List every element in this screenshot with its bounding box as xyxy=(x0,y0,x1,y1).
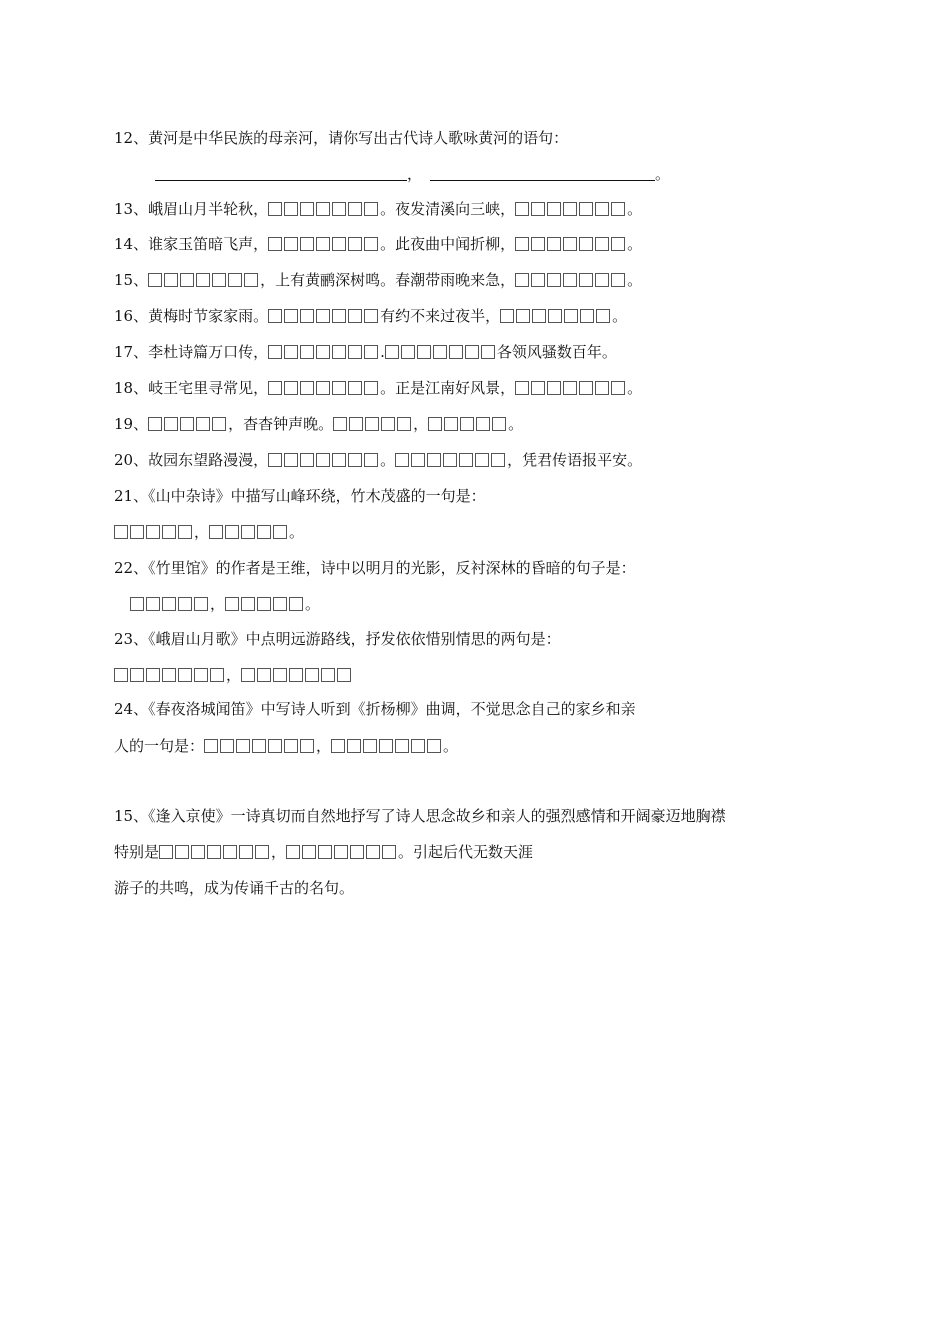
answer-boxes[interactable] xyxy=(500,305,612,327)
answer-box[interactable] xyxy=(531,202,545,216)
answer-box[interactable] xyxy=(548,309,562,323)
answer-box[interactable] xyxy=(611,202,625,216)
answer-boxes[interactable] xyxy=(114,664,226,686)
answer-box[interactable] xyxy=(300,237,314,251)
answer-box[interactable] xyxy=(364,381,378,395)
answer-line-23: ， xyxy=(114,664,353,686)
answer-blank[interactable] xyxy=(430,164,655,181)
answer-boxes[interactable] xyxy=(159,841,271,863)
answer-boxes[interactable] xyxy=(515,233,627,255)
answer-box[interactable] xyxy=(348,202,362,216)
answer-box[interactable] xyxy=(257,525,271,539)
answer-box[interactable] xyxy=(365,417,379,431)
answer-box[interactable] xyxy=(114,668,128,682)
answer-box[interactable] xyxy=(244,273,258,287)
answer-boxes[interactable] xyxy=(268,305,380,327)
answer-box[interactable] xyxy=(595,273,609,287)
answer-box[interactable] xyxy=(411,739,425,753)
answer-box[interactable] xyxy=(363,739,377,753)
question-17: 17、李杜诗篇万口传， . 各领风骚数百年。 xyxy=(114,343,617,361)
answer-box[interactable] xyxy=(212,417,226,431)
answer-box[interactable] xyxy=(331,739,345,753)
answer-box[interactable] xyxy=(563,273,577,287)
answer-box[interactable] xyxy=(465,345,479,359)
answer-boxes[interactable] xyxy=(268,233,380,255)
answer-box[interactable] xyxy=(427,739,441,753)
answer-box[interactable] xyxy=(268,453,282,467)
answer-box[interactable] xyxy=(273,597,287,611)
answer-box[interactable] xyxy=(255,845,269,859)
answer-box[interactable] xyxy=(284,739,298,753)
answer-box[interactable] xyxy=(364,453,378,467)
answer-box[interactable] xyxy=(252,739,266,753)
answer-box[interactable] xyxy=(228,273,242,287)
answer-box[interactable] xyxy=(130,668,144,682)
question-16: 16、黄梅时节家家雨。 有约不来过夜半， 。 xyxy=(114,307,628,325)
answer-box[interactable] xyxy=(381,417,395,431)
question-15: 15、 ，上有黄鹂深树鸣。春潮带雨晚来急， 。 xyxy=(114,271,643,289)
answer-box[interactable] xyxy=(316,202,330,216)
answer-boxes[interactable] xyxy=(395,449,507,471)
answer-box[interactable] xyxy=(146,597,160,611)
answer-box[interactable] xyxy=(580,309,594,323)
answer-box[interactable] xyxy=(596,309,610,323)
answer-boxes[interactable] xyxy=(114,521,194,543)
answer-boxes[interactable] xyxy=(268,341,380,363)
answer-box[interactable] xyxy=(225,597,239,611)
answer-box[interactable] xyxy=(348,381,362,395)
answer-box[interactable] xyxy=(300,381,314,395)
question-25: 15、《逢入京使》一诗真切而自然地抒写了诗人思念故乡和亲人的强烈感情和开阔豪迈地胸襟 xyxy=(114,807,726,825)
answer-box[interactable] xyxy=(563,237,577,251)
answer-box[interactable] xyxy=(475,453,489,467)
answer-box[interactable] xyxy=(337,668,351,682)
answer-box[interactable] xyxy=(332,381,346,395)
answer-box[interactable] xyxy=(579,381,593,395)
question-12 xyxy=(114,127,568,149)
answer-line-21: ， 。 xyxy=(114,521,304,543)
answer-box[interactable] xyxy=(332,453,346,467)
question-21: 21、《山中杂诗》中描写山峰环绕，竹木茂盛的一句是： xyxy=(114,487,486,505)
answer-box[interactable] xyxy=(350,845,364,859)
answer-box[interactable] xyxy=(210,668,224,682)
question-18: 18、岐王宅里寻常见， 。正是江南好风景， 。 xyxy=(114,379,643,397)
answer-box[interactable] xyxy=(459,453,473,467)
answer-box[interactable] xyxy=(476,417,490,431)
answer-box[interactable] xyxy=(397,417,411,431)
answer-boxes[interactable] xyxy=(515,269,627,291)
answer-box[interactable] xyxy=(491,453,505,467)
answer-box[interactable] xyxy=(204,739,218,753)
answer-box[interactable] xyxy=(348,345,362,359)
answer-box[interactable] xyxy=(148,417,162,431)
answer-box[interactable] xyxy=(220,739,234,753)
answer-box[interactable] xyxy=(284,345,298,359)
answer-line-24: 人的一句是： ， 。 xyxy=(114,737,459,755)
answer-boxes[interactable] xyxy=(268,198,380,220)
answer-box[interactable] xyxy=(162,597,176,611)
answer-box[interactable] xyxy=(236,739,250,753)
answer-box[interactable] xyxy=(564,309,578,323)
answer-box[interactable] xyxy=(364,345,378,359)
answer-box[interactable] xyxy=(595,202,609,216)
answer-box[interactable] xyxy=(130,525,144,539)
answer-boxes[interactable] xyxy=(209,521,289,543)
answer-box[interactable] xyxy=(196,417,210,431)
answer-box[interactable] xyxy=(532,309,546,323)
answer-box[interactable] xyxy=(300,453,314,467)
answer-box[interactable] xyxy=(164,417,178,431)
answer-box[interactable] xyxy=(332,237,346,251)
answer-box[interactable] xyxy=(241,525,255,539)
answer-box[interactable] xyxy=(531,237,545,251)
answer-box[interactable] xyxy=(611,273,625,287)
answer-box[interactable] xyxy=(273,525,287,539)
answer-box[interactable] xyxy=(417,345,431,359)
answer-box[interactable] xyxy=(563,381,577,395)
answer-box[interactable] xyxy=(300,202,314,216)
answer-box[interactable] xyxy=(316,345,330,359)
answer-box[interactable] xyxy=(209,525,223,539)
answer-box[interactable] xyxy=(332,345,346,359)
answer-box[interactable] xyxy=(268,237,282,251)
answer-box[interactable] xyxy=(273,668,287,682)
answer-box[interactable] xyxy=(207,845,221,859)
answer-box[interactable] xyxy=(257,668,271,682)
answer-box[interactable] xyxy=(268,739,282,753)
answer-box[interactable] xyxy=(159,845,173,859)
question-20: 20、故园东望路漫漫， 。 ，凭君传语报平安。 xyxy=(114,451,643,469)
answer-box[interactable] xyxy=(348,237,362,251)
answer-box[interactable] xyxy=(196,273,210,287)
answer-box[interactable] xyxy=(401,345,415,359)
answer-box[interactable] xyxy=(178,597,192,611)
answer-box[interactable] xyxy=(284,237,298,251)
answer-box[interactable] xyxy=(257,597,271,611)
answer-box[interactable] xyxy=(268,381,282,395)
answer-box[interactable] xyxy=(547,237,561,251)
answer-box[interactable] xyxy=(178,525,192,539)
answer-box[interactable] xyxy=(443,453,457,467)
answer-box[interactable] xyxy=(284,202,298,216)
answer-box[interactable] xyxy=(316,453,330,467)
answer-box[interactable] xyxy=(449,345,463,359)
question-24: 24、《春夜洛城闻笛》中写诗人听到《折杨柳》曲调，不觉思念自己的家乡和亲 xyxy=(114,700,636,718)
answer-box[interactable] xyxy=(225,525,239,539)
answer-box[interactable] xyxy=(379,739,393,753)
answer-boxes[interactable] xyxy=(428,413,508,435)
answer-box[interactable] xyxy=(300,345,314,359)
answer-box[interactable] xyxy=(332,202,346,216)
answer-box[interactable] xyxy=(382,845,396,859)
answer-box[interactable] xyxy=(146,668,160,682)
answer-box[interactable] xyxy=(194,668,208,682)
answer-boxes[interactable] xyxy=(148,269,260,291)
question-text: 12、黄河是中华民族的母亲河，请你写出古代诗人歌咏黄河的语句： xyxy=(114,129,569,147)
answer-boxes[interactable] xyxy=(333,413,413,435)
answer-box[interactable] xyxy=(289,668,303,682)
answer-box[interactable] xyxy=(191,845,205,859)
answer-box[interactable] xyxy=(427,453,441,467)
answer-box[interactable] xyxy=(348,453,362,467)
answer-boxes[interactable] xyxy=(385,341,497,363)
answer-box[interactable] xyxy=(595,237,609,251)
answer-box[interactable] xyxy=(579,273,593,287)
answer-box[interactable] xyxy=(148,273,162,287)
answer-box[interactable] xyxy=(433,345,447,359)
answer-box[interactable] xyxy=(284,381,298,395)
answer-box[interactable] xyxy=(305,668,319,682)
answer-box[interactable] xyxy=(164,273,178,287)
answer-box[interactable] xyxy=(175,845,189,859)
answer-box[interactable] xyxy=(268,345,282,359)
answer-box[interactable] xyxy=(302,845,316,859)
question-25-cont: 游子的共鸣，成为传诵千古的名句。 xyxy=(114,879,355,897)
answer-box[interactable] xyxy=(531,381,545,395)
answer-box[interactable] xyxy=(460,417,474,431)
answer-box[interactable] xyxy=(268,202,282,216)
question-19: 19、 ，杳杳钟声晚。 ， 。 xyxy=(114,415,524,433)
answer-box[interactable] xyxy=(385,345,399,359)
answer-box[interactable] xyxy=(316,381,330,395)
answer-box[interactable] xyxy=(284,453,298,467)
answer-boxes[interactable] xyxy=(286,841,398,863)
answer-box[interactable] xyxy=(239,845,253,859)
answer-box[interactable] xyxy=(547,273,561,287)
answer-box[interactable] xyxy=(515,273,529,287)
answer-box[interactable] xyxy=(515,381,529,395)
answer-box[interactable] xyxy=(300,739,314,753)
answer-box[interactable] xyxy=(332,309,346,323)
answer-boxes[interactable] xyxy=(331,735,443,757)
answer-box[interactable] xyxy=(241,597,255,611)
answer-box[interactable] xyxy=(547,381,561,395)
answer-box[interactable] xyxy=(180,273,194,287)
answer-box[interactable] xyxy=(347,739,361,753)
answer-boxes[interactable] xyxy=(225,593,305,615)
answer-box[interactable] xyxy=(395,739,409,753)
answer-box[interactable] xyxy=(334,845,348,859)
answer-box[interactable] xyxy=(428,417,442,431)
question-22: 22、《竹里馆》的作者是王维，诗中以明月的光影，反衬深林的昏暗的句子是： xyxy=(114,559,636,577)
answer-line-22: ， 。 xyxy=(130,593,320,615)
answer-box[interactable] xyxy=(444,417,458,431)
answer-boxes[interactable] xyxy=(148,413,228,435)
answer-box[interactable] xyxy=(500,309,514,323)
answer-box[interactable] xyxy=(349,417,363,431)
answer-box[interactable] xyxy=(162,668,176,682)
answer-box[interactable] xyxy=(212,273,226,287)
answer-box[interactable] xyxy=(481,345,495,359)
answer-box[interactable] xyxy=(611,237,625,251)
answer-box[interactable] xyxy=(146,525,160,539)
answer-box[interactable] xyxy=(515,202,529,216)
answer-box[interactable] xyxy=(316,237,330,251)
answer-box[interactable] xyxy=(180,417,194,431)
answer-box[interactable] xyxy=(333,417,347,431)
answer-box[interactable] xyxy=(563,202,577,216)
answer-boxes[interactable] xyxy=(268,449,380,471)
answer-boxes[interactable] xyxy=(204,735,316,757)
answer-box[interactable] xyxy=(130,597,144,611)
answer-box[interactable] xyxy=(364,237,378,251)
answer-box[interactable] xyxy=(547,202,561,216)
answer-box[interactable] xyxy=(395,453,409,467)
answer-box[interactable] xyxy=(194,597,208,611)
answer-box[interactable] xyxy=(300,309,314,323)
answer-box[interactable] xyxy=(178,668,192,682)
answer-box[interactable] xyxy=(268,309,282,323)
question-13: 13、峨眉山月半轮秋， 。夜发清溪向三峡， 。 xyxy=(114,200,643,218)
answer-blank[interactable] xyxy=(155,164,407,181)
answer-box[interactable] xyxy=(411,453,425,467)
answer-boxes[interactable] xyxy=(268,377,380,399)
answer-box[interactable] xyxy=(516,309,530,323)
answer-box[interactable] xyxy=(364,202,378,216)
answer-boxes[interactable] xyxy=(515,377,627,399)
answer-box[interactable] xyxy=(284,309,298,323)
answer-box[interactable] xyxy=(318,845,332,859)
answer-box[interactable] xyxy=(286,845,300,859)
question-23: 23、《峨眉山月歌》中点明远游路线，抒发依依惜别情思的两句是： xyxy=(114,630,561,648)
answer-box[interactable] xyxy=(241,668,255,682)
answer-box[interactable] xyxy=(611,381,625,395)
answer-box[interactable] xyxy=(531,273,545,287)
answer-line-25: 特别是 ， 。引起后代无数天涯 xyxy=(114,843,534,861)
answer-box[interactable] xyxy=(595,381,609,395)
answer-box[interactable] xyxy=(579,237,593,251)
answer-box[interactable] xyxy=(162,525,176,539)
answer-box[interactable] xyxy=(223,845,237,859)
answer-boxes[interactable] xyxy=(515,198,627,220)
answer-box[interactable] xyxy=(348,309,362,323)
answer-box[interactable] xyxy=(579,202,593,216)
answer-box[interactable] xyxy=(515,237,529,251)
answer-box[interactable] xyxy=(492,417,506,431)
answer-box[interactable] xyxy=(321,668,335,682)
answer-box[interactable] xyxy=(366,845,380,859)
answer-box[interactable] xyxy=(316,309,330,323)
answer-box[interactable] xyxy=(289,597,303,611)
question-14: 14、谁家玉笛暗飞声， 。此夜曲中闻折柳， 。 xyxy=(114,235,643,253)
answer-boxes[interactable] xyxy=(241,664,353,686)
answer-boxes[interactable] xyxy=(130,593,210,615)
answer-box[interactable] xyxy=(364,309,378,323)
answer-box[interactable] xyxy=(114,525,128,539)
answer-line-12: ， 。 xyxy=(155,163,670,185)
